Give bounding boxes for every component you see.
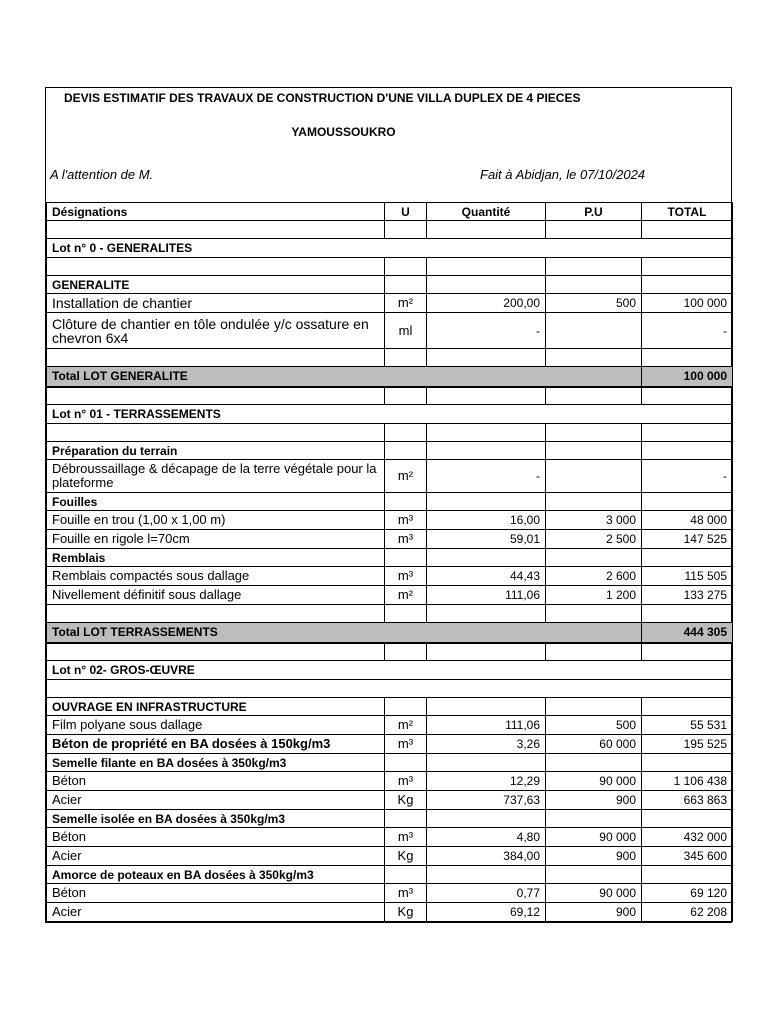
empty-cell: [385, 349, 427, 367]
empty-row: [47, 349, 733, 367]
empty-cell: [385, 866, 427, 884]
empty-cell: [546, 258, 642, 276]
quote-city: YAMOUSSOUKRO: [291, 125, 396, 139]
item-quantity: 59,01: [427, 530, 546, 549]
section-heading-row: [47, 754, 733, 772]
item-designation: Fouille en trou (1,00 x 1,00 m): [47, 511, 385, 530]
empty-cell: [427, 349, 546, 367]
attention-line: A l'attention de M.: [50, 167, 154, 182]
item-unit: m³: [385, 772, 427, 791]
empty-cell: [47, 424, 385, 442]
item-unit-price: 2 600: [546, 567, 642, 586]
empty-cell: [385, 424, 427, 442]
section-heading-row: [47, 493, 733, 511]
empty-cell: [642, 549, 733, 567]
lot-total-row: [47, 623, 733, 643]
table-row: [47, 294, 733, 313]
empty-cell: [47, 349, 385, 367]
empty-cell: [546, 424, 642, 442]
item-unit: m³: [385, 884, 427, 903]
empty-cell: [642, 387, 733, 405]
table-row: [47, 772, 733, 791]
item-designation: Débroussaillage & décapage de la terre végétale pour la plateforme: [47, 460, 385, 493]
header-unit: U: [385, 203, 427, 221]
empty-cell: [385, 643, 427, 661]
empty-cell: [427, 698, 546, 716]
empty-cell: [642, 754, 733, 772]
item-designation: Acier: [47, 847, 385, 866]
empty-cell: [642, 810, 733, 828]
empty-cell: [47, 387, 385, 405]
table-row: [47, 586, 733, 605]
item-total: 345 600: [642, 847, 733, 866]
item-total: 133 275: [642, 586, 733, 605]
item-quantity: 0,77: [427, 884, 546, 903]
item-unit: Kg: [385, 791, 427, 810]
item-unit: m²: [385, 716, 427, 735]
item-unit: m³: [385, 567, 427, 586]
empty-cell: [427, 643, 546, 661]
table-row: [47, 530, 733, 549]
empty-cell: [642, 698, 733, 716]
item-unit-price: 1 200: [546, 586, 642, 605]
table-row: [47, 735, 733, 754]
empty-cell: [427, 442, 546, 460]
item-total: 100 000: [642, 294, 733, 313]
section-heading: Préparation du terrain: [47, 442, 385, 460]
empty-cell: [546, 810, 642, 828]
empty-cell: [427, 866, 546, 884]
empty-cell: [546, 349, 642, 367]
item-unit-price: 900: [546, 791, 642, 810]
empty-cell: [642, 643, 733, 661]
empty-cell: [385, 276, 427, 294]
section-heading: Remblais: [47, 549, 385, 567]
item-designation: Clôture de chantier en tôle ondulée y/c ossature en chevron 6x4: [47, 313, 385, 349]
table-row: [47, 511, 733, 530]
lot-heading: Lot n° 02- GROS-ŒUVRE: [47, 661, 733, 680]
empty-cell: [642, 866, 733, 884]
empty-row: [47, 221, 733, 239]
section-heading-row: [47, 866, 733, 884]
table-row: [47, 791, 733, 810]
empty-row: [47, 424, 733, 442]
empty-row: [47, 643, 733, 661]
item-designation: Fouille en rigole l=70cm: [47, 530, 385, 549]
empty-cell: [47, 680, 733, 698]
item-quantity: 111,06: [427, 586, 546, 605]
table-row: [47, 460, 733, 493]
item-total: -: [642, 313, 733, 349]
empty-cell: [385, 549, 427, 567]
item-quantity: -: [427, 313, 546, 349]
item-unit: m³: [385, 735, 427, 754]
section-heading-row: [47, 442, 733, 460]
item-total: -: [642, 460, 733, 493]
empty-cell: [47, 258, 385, 276]
lot-heading-row: [47, 661, 733, 680]
item-total: 195 525: [642, 735, 733, 754]
empty-cell: [642, 221, 733, 239]
item-designation: Acier: [47, 903, 385, 922]
item-designation: Béton: [47, 772, 385, 791]
header-designations: Désignations: [47, 203, 385, 221]
section-heading-row: [47, 276, 733, 294]
table-row: [47, 884, 733, 903]
lot-total-value: 444 305: [642, 623, 733, 643]
item-quantity: 44,43: [427, 567, 546, 586]
empty-cell: [385, 810, 427, 828]
section-heading-row: [47, 810, 733, 828]
empty-cell: [427, 276, 546, 294]
empty-cell: [427, 258, 546, 276]
empty-cell: [47, 643, 385, 661]
item-quantity: 384,00: [427, 847, 546, 866]
table-row: [47, 828, 733, 847]
item-total: 55 531: [642, 716, 733, 735]
item-unit: m³: [385, 530, 427, 549]
empty-cell: [642, 442, 733, 460]
empty-row: [47, 258, 733, 276]
item-unit: m³: [385, 511, 427, 530]
item-designation: Acier: [47, 791, 385, 810]
item-unit: m³: [385, 828, 427, 847]
empty-cell: [546, 643, 642, 661]
empty-cell: [427, 754, 546, 772]
empty-cell: [642, 349, 733, 367]
item-unit-price: 90 000: [546, 828, 642, 847]
lot-total-row: [47, 367, 733, 387]
item-unit-price: 500: [546, 716, 642, 735]
empty-cell: [385, 258, 427, 276]
empty-cell: [427, 221, 546, 239]
empty-cell: [427, 387, 546, 405]
item-quantity: 12,29: [427, 772, 546, 791]
item-unit-price: 2 500: [546, 530, 642, 549]
lot-total-label: Total LOT TERRASSEMENTS: [47, 623, 642, 643]
item-total: 1 106 438: [642, 772, 733, 791]
item-designation: Installation de chantier: [47, 294, 385, 313]
section-heading-row: [47, 698, 733, 716]
empty-cell: [385, 754, 427, 772]
empty-row: [47, 680, 733, 698]
item-total: 48 000: [642, 511, 733, 530]
empty-row: [47, 387, 733, 405]
empty-cell: [385, 387, 427, 405]
lot-total-label: Total LOT GENERALITE: [47, 367, 642, 387]
lot-heading-row: [47, 239, 733, 258]
empty-cell: [47, 605, 385, 623]
item-designation: Béton de propriété en BA dosées à 150kg/m3: [47, 735, 385, 754]
empty-cell: [385, 442, 427, 460]
empty-cell: [427, 493, 546, 511]
item-designation: Remblais compactés sous dallage: [47, 567, 385, 586]
empty-cell: [385, 698, 427, 716]
empty-cell: [546, 605, 642, 623]
table-row: [47, 716, 733, 735]
item-unit: m²: [385, 586, 427, 605]
table-row: [47, 903, 733, 922]
empty-cell: [642, 276, 733, 294]
empty-cell: [642, 258, 733, 276]
item-quantity: 16,00: [427, 511, 546, 530]
table-header: [47, 203, 733, 221]
item-unit: Kg: [385, 847, 427, 866]
item-quantity: 69,12: [427, 903, 546, 922]
item-total: 115 505: [642, 567, 733, 586]
empty-cell: [427, 605, 546, 623]
item-unit: m²: [385, 460, 427, 493]
section-heading: OUVRAGE EN INFRASTRUCTURE: [47, 698, 385, 716]
item-quantity: -: [427, 460, 546, 493]
table-row: [47, 847, 733, 866]
empty-cell: [546, 387, 642, 405]
item-quantity: 200,00: [427, 294, 546, 313]
item-unit: m²: [385, 294, 427, 313]
section-heading: Semelle filante en BA dosées à 350kg/m3: [47, 754, 385, 772]
item-quantity: 737,63: [427, 791, 546, 810]
quote-title: DEVIS ESTIMATIF DES TRAVAUX DE CONSTRUCTION D'UNE VILLA DUPLEX DE 4 PIECES: [64, 91, 581, 105]
item-total: 62 208: [642, 903, 733, 922]
section-heading-row: [47, 549, 733, 567]
item-designation: Nivellement définitif sous dallage: [47, 586, 385, 605]
item-unit-price: 500: [546, 294, 642, 313]
section-heading: Semelle isolée en BA dosées à 350kg/m3: [47, 810, 385, 828]
item-unit-price: [546, 460, 642, 493]
item-quantity: 111,06: [427, 716, 546, 735]
quote-header: [46, 88, 731, 202]
empty-cell: [546, 442, 642, 460]
item-unit-price: 60 000: [546, 735, 642, 754]
empty-cell: [642, 605, 733, 623]
empty-cell: [427, 549, 546, 567]
empty-row: [47, 605, 733, 623]
lot-heading: Lot n° 0 - GENERALITES: [47, 239, 733, 258]
item-designation: Film polyane sous dallage: [47, 716, 385, 735]
lot-total-value: 100 000: [642, 367, 733, 387]
header-total: TOTAL: [642, 203, 733, 221]
empty-cell: [546, 493, 642, 511]
item-unit-price: 900: [546, 903, 642, 922]
table-row: [47, 313, 733, 349]
item-unit: ml: [385, 313, 427, 349]
item-designation: Béton: [47, 884, 385, 903]
table-row: [47, 567, 733, 586]
item-quantity: 4,80: [427, 828, 546, 847]
empty-cell: [385, 221, 427, 239]
empty-cell: [385, 605, 427, 623]
item-unit-price: 900: [546, 847, 642, 866]
empty-cell: [546, 754, 642, 772]
item-designation: Béton: [47, 828, 385, 847]
empty-cell: [47, 221, 385, 239]
item-total: 69 120: [642, 884, 733, 903]
item-total: 147 525: [642, 530, 733, 549]
empty-cell: [385, 493, 427, 511]
item-quantity: 3,26: [427, 735, 546, 754]
section-heading: Fouilles: [47, 493, 385, 511]
header-unit-price: P.U: [546, 203, 642, 221]
item-unit-price: [546, 313, 642, 349]
date-line: Fait à Abidjan, le 07/10/2024: [480, 167, 646, 182]
quote-sheet: [45, 87, 732, 923]
quote-table: [46, 202, 733, 922]
item-unit-price: 3 000: [546, 511, 642, 530]
empty-cell: [642, 493, 733, 511]
empty-cell: [546, 276, 642, 294]
item-unit: Kg: [385, 903, 427, 922]
empty-cell: [546, 698, 642, 716]
section-heading: Amorce de poteaux en BA dosées à 350kg/m3: [47, 866, 385, 884]
item-unit-price: 90 000: [546, 772, 642, 791]
section-heading: GENERALITE: [47, 276, 385, 294]
empty-cell: [546, 549, 642, 567]
empty-cell: [427, 424, 546, 442]
empty-cell: [546, 866, 642, 884]
empty-cell: [427, 810, 546, 828]
item-total: 432 000: [642, 828, 733, 847]
empty-cell: [546, 221, 642, 239]
empty-cell: [642, 424, 733, 442]
item-unit-price: 90 000: [546, 884, 642, 903]
item-total: 663 863: [642, 791, 733, 810]
header-quantity: Quantité: [427, 203, 546, 221]
lot-heading: Lot n° 01 - TERRASSEMENTS: [47, 405, 733, 424]
lot-heading-row: [47, 405, 733, 424]
